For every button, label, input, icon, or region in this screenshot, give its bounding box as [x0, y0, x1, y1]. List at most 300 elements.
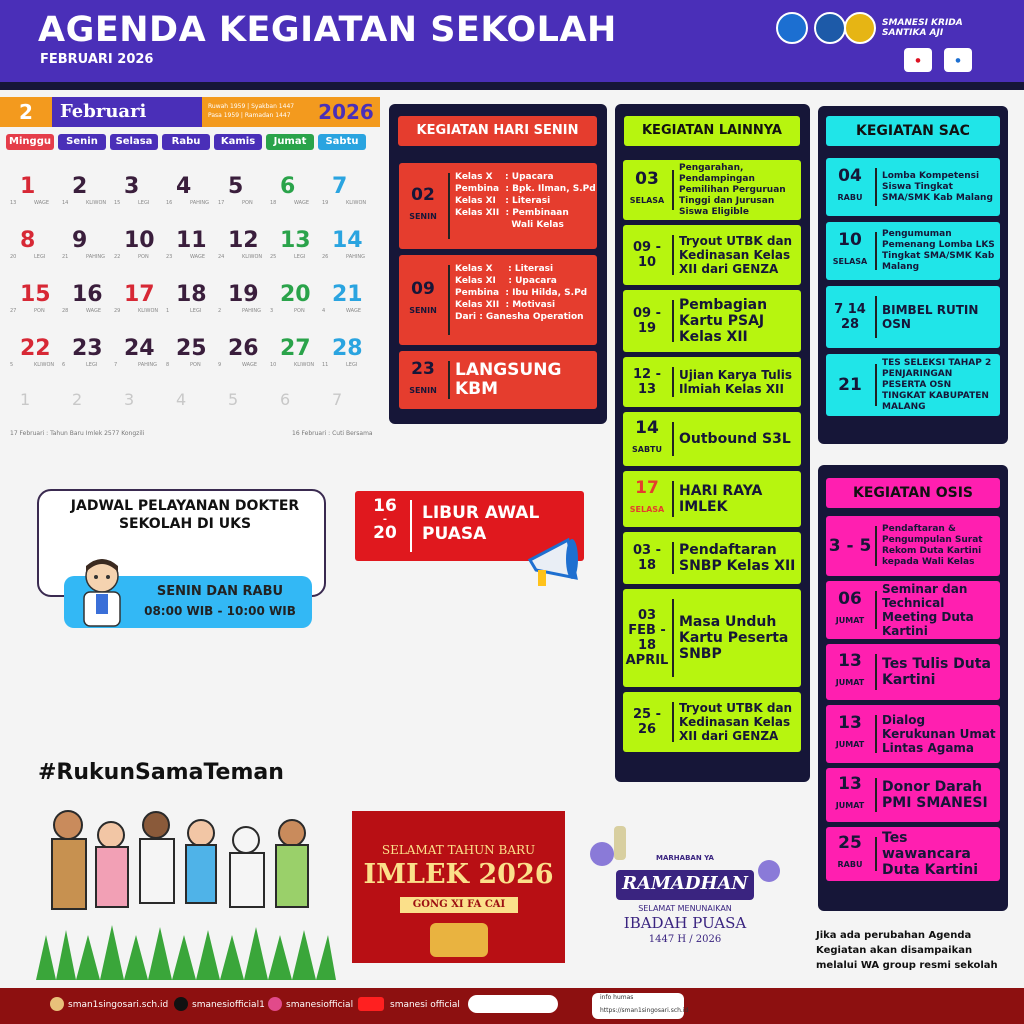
senin-card-text: [455, 255, 593, 345]
calendar-pasaran: LEGI: [294, 254, 306, 260]
lainnya-card-date-value: 12 - 13: [632, 367, 661, 397]
osis-card-text: [882, 644, 996, 700]
calendar-day[interactable]: [162, 386, 214, 438]
calendar-day-number: 5: [228, 174, 244, 199]
osis-card-day: JUMAT: [835, 801, 865, 810]
sac-card-text-value: Lomba Kompetensi Siswa Tingkat SMA/SMK Kab Malang: [882, 170, 993, 203]
calendar-day-number: 14: [332, 228, 363, 253]
calendar-day-number: 6: [280, 174, 296, 199]
calendar-day-number: 2: [0, 97, 52, 127]
lainnya-card-divider: [672, 599, 674, 677]
sponsor-logos: [468, 995, 558, 1013]
instagram-icon: [268, 997, 282, 1011]
lainnya-card: [623, 225, 801, 285]
osis-card-date: [826, 768, 874, 822]
senin-card-text: [455, 351, 593, 409]
calendar-day-number: 12: [228, 228, 259, 253]
header-strip: [0, 82, 1024, 90]
osis-card-date-value: 06: [838, 589, 862, 609]
calendar-meta: [202, 97, 312, 127]
senin-card-line: Kelas X : Literasi: [455, 264, 554, 274]
weekday-header: Senin: [58, 134, 106, 150]
lainnya-card-divider: [672, 367, 674, 397]
calendar-javanese-date: 19: [322, 200, 329, 206]
weekday-header: Kamis: [214, 134, 262, 150]
lainnya-card-text: [679, 357, 797, 407]
calendar-day[interactable]: [6, 170, 58, 222]
senin-card-line: Dari : Ganesha Operation: [455, 312, 584, 322]
calendar-day-number: 26: [228, 336, 259, 361]
calendar-pasaran: WAGE: [346, 308, 362, 314]
osis-card-divider: [875, 778, 877, 812]
osis-card-divider: [875, 526, 877, 566]
lainnya-card-text-value: Ujian Karya Tulis Ilmiah Kelas XII: [679, 368, 792, 396]
senin-card-line: Kelas X : Upacara: [455, 172, 554, 182]
calendar-day[interactable]: [58, 386, 110, 438]
calendar-month: Februari: [52, 97, 202, 127]
calendar-day-number: 10: [124, 228, 155, 253]
calendar-day[interactable]: [318, 170, 370, 222]
senin-card-divider: [448, 173, 450, 239]
osis-panel-title: KEGIATAN OSIS: [826, 478, 1000, 508]
lainnya-card-text-value: Pendaftaran SNBP Kelas XII: [679, 542, 796, 574]
calendar-javanese-date: 23: [166, 254, 173, 260]
calendar-day[interactable]: [162, 170, 214, 222]
calendar-day-number: 2: [72, 390, 83, 409]
osis-card-date: [826, 581, 874, 639]
calendar-javanese-date: 10: [270, 362, 277, 368]
change-note: Jika ada perubahan Agenda Kegiatan akan disampaikan melalui WA group resmi sekolah: [816, 930, 998, 971]
calendar-javanese-date: 14: [62, 200, 69, 206]
osis-card-text-value: Pendaftaran & Pengumpulan Surat Rekom Duta Kartini kepada Wali Kelas: [882, 524, 983, 567]
students-illustration-icon: [36, 795, 336, 980]
lainnya-card-divider: [672, 300, 674, 342]
lainnya-card-text: [679, 225, 797, 285]
calendar-javanese-date: 5: [10, 362, 14, 368]
lainnya-card-text: [679, 471, 797, 527]
calendar-day[interactable]: [214, 170, 266, 222]
lainnya-card-text-value: HARI RAYA IMLEK: [679, 483, 763, 515]
calendar-javanese-date: 28: [62, 308, 69, 314]
lainnya-card-text-value: Tryout UTBK dan Kedinasan Kelas XII dari GENZA: [679, 701, 793, 743]
osis-card: [826, 768, 1000, 822]
senin-card-date-value: 23: [411, 359, 435, 379]
sac-card-text-value: Pengumuman Pemenang Lomba LKS Tingkat SMA/SMK Kab Malang: [882, 229, 995, 272]
calendar-day[interactable]: [58, 170, 110, 222]
calendar-javanese-date: 11: [322, 362, 329, 368]
calendar-day-number: 15: [20, 282, 51, 307]
brand-text: SMANESI KRIDA SANTIKA AJI: [882, 18, 963, 38]
lainnya-card-date-value: 03: [635, 169, 659, 189]
senin-card-line: Kelas XII : Pembinaan: [455, 208, 569, 218]
imlek-subtitle: GONG XI FA CAI: [400, 897, 518, 913]
sac-card-date-value: 10: [838, 230, 862, 250]
calendar-day[interactable]: [214, 332, 266, 384]
osis-card-text: [882, 581, 996, 639]
senin-card-day: SENIN: [409, 386, 437, 395]
imlek-title: IMLEK 2026: [363, 859, 554, 890]
lainnya-card-day: SELASA: [629, 196, 665, 205]
calendar-day[interactable]: [162, 332, 214, 384]
lainnya-card-date: [623, 357, 671, 407]
osis-card-text: [882, 705, 996, 763]
calendar-day[interactable]: [266, 224, 318, 276]
calendar-footnote: 17 Februari : Tahun Baru Imlek 2577 Kongzili: [10, 430, 145, 437]
senin-card-date: [399, 255, 447, 345]
osis-card-day: JUMAT: [835, 616, 865, 625]
calendar-pasaran: KLIWON: [294, 362, 315, 368]
calendar-day-number: 1: [20, 174, 36, 199]
osis-card-text-value: Seminar dan Technical Meeting Duta Kartini: [882, 582, 974, 638]
weekday-header: Minggu: [6, 134, 54, 150]
calendar-day[interactable]: [6, 332, 58, 384]
osis-card-text: [882, 768, 996, 822]
sac-card-date: [826, 158, 874, 216]
osis-card-divider: [875, 837, 877, 871]
weekday-header: Sabtu: [318, 134, 366, 150]
lainnya-card-date-value: 09 - 10: [632, 240, 661, 270]
osis-card-text-value: Donor Darah PMI SMANESI: [882, 779, 988, 811]
osis-card-date: [826, 516, 874, 576]
lantern-icon: [614, 826, 626, 860]
sac-panel-title: KEGIATAN SAC: [826, 116, 1000, 146]
lainnya-card: [623, 160, 801, 220]
calendar-pasaran: LEGI: [34, 254, 46, 260]
calendar-day-number: 22: [20, 336, 51, 361]
senin-card: [399, 351, 597, 409]
lainnya-card: [623, 357, 801, 407]
senin-card-line: Kelas XI : Upacara: [455, 276, 557, 286]
calendar-pasaran: PON: [242, 200, 253, 206]
uks-days: SENIN DAN RABU: [156, 584, 284, 599]
lainnya-card-day: SELASA: [629, 505, 665, 514]
sekolah-logo-icon: ●: [904, 48, 932, 72]
calendar-day-number: 13: [280, 228, 311, 253]
osis-card-day: RABU: [837, 860, 863, 869]
sac-card-text: [882, 286, 996, 348]
osis-card-text-value: Tes wawancara Duta Kartini: [882, 830, 979, 878]
osis-card: [826, 705, 1000, 763]
osis-card-text: [882, 516, 996, 576]
imlek-greeting: SELAMAT TAHUN BARU: [381, 843, 536, 857]
osis-card-date: [826, 705, 874, 763]
sac-card: [826, 286, 1000, 348]
calendar-pasaran: KLIWON: [242, 254, 263, 260]
osis-card-date-value: 13: [838, 774, 862, 794]
lainnya-card-date: [623, 692, 671, 752]
sac-card-date: [826, 222, 874, 280]
calendar-day[interactable]: [214, 386, 266, 438]
calendar-meta-line: Pasa 1959 | Ramadan 1447: [208, 112, 291, 119]
calendar-day[interactable]: [318, 278, 370, 330]
footer-website[interactable]: sman1singosari.sch.id: [68, 1000, 169, 1010]
calendar-day[interactable]: [110, 224, 162, 276]
lainnya-card-date: [623, 589, 671, 687]
calendar-pasaran: PAHING: [138, 362, 157, 368]
calendar-day-number: 3: [124, 390, 135, 409]
lainnya-card: [623, 412, 801, 466]
lainnya-card-date-value: 03 FEB - 18 APRIL: [625, 608, 669, 668]
calendar-day-number: 9: [72, 228, 88, 253]
senin-card-line: Kelas XII : Motivasi: [455, 300, 556, 310]
calendar-day[interactable]: [6, 278, 58, 330]
senin-card-date: [399, 351, 447, 409]
calendar-day[interactable]: [318, 386, 370, 438]
lainnya-card-text-value: Tryout UTBK dan Kedinasan Kelas XII dari GENZA: [679, 234, 793, 276]
lainnya-card: [623, 471, 801, 527]
osis-card-date: [826, 644, 874, 700]
calendar-javanese-date: 1: [166, 308, 170, 314]
footer-tiktok[interactable]: smanesiofficial1: [192, 1000, 265, 1010]
lainnya-panel-title: KEGIATAN LAINNYA: [624, 116, 800, 146]
sac-card-divider: [875, 232, 877, 270]
calendar-day[interactable]: [110, 332, 162, 384]
flower-icon: [758, 860, 780, 882]
sac-card-divider: [875, 168, 877, 206]
tiktok-icon: [174, 997, 188, 1011]
calendar-day[interactable]: [162, 224, 214, 276]
calendar-javanese-date: 25: [270, 254, 277, 260]
calendar-pasaran: PON: [138, 254, 149, 260]
lainnya-card-date: [623, 532, 671, 584]
osis-card-date-value: 3 - 5: [828, 535, 872, 556]
calendar-pasaran: KLIWON: [138, 308, 159, 314]
lainnya-card-divider: [672, 542, 674, 574]
calendar-javanese-date: 3: [270, 308, 274, 314]
youtube-icon: [358, 997, 384, 1011]
calendar-pasaran: LEGI: [190, 308, 202, 314]
lainnya-card-date: [623, 412, 671, 466]
sac-card-divider: [875, 296, 877, 338]
calendar-day-number: 7: [332, 390, 343, 409]
lainnya-card-date-value: 17: [635, 478, 659, 498]
calendar-javanese-date: 20: [10, 254, 17, 260]
osis-card-date: [826, 827, 874, 881]
calendar-pasaran: PAHING: [242, 308, 261, 314]
calendar-day-number: 8: [20, 228, 36, 253]
footer-youtube[interactable]: smanesi official: [390, 1000, 460, 1010]
calendar-javanese-date: 26: [322, 254, 329, 260]
calendar-day[interactable]: [266, 332, 318, 384]
calendar-day-number: 4: [176, 174, 192, 199]
calendar-day[interactable]: [58, 278, 110, 330]
info-humas-url[interactable]: https://sman1singosari.sch.id: [600, 1007, 689, 1014]
calendar-day[interactable]: [58, 332, 110, 384]
lainnya-card: [623, 532, 801, 584]
calendar-day[interactable]: [58, 224, 110, 276]
lainnya-card-divider: [672, 235, 674, 275]
lainnya-card: [623, 290, 801, 352]
senin-card-line: Wali Kelas: [455, 220, 564, 230]
calendar-pasaran: PON: [190, 362, 201, 368]
senin-card-divider: [448, 265, 450, 335]
calendar-day[interactable]: [110, 170, 162, 222]
calendar-pasaran: PON: [34, 308, 45, 314]
osis-card-divider: [875, 654, 877, 690]
weekday-header: Jumat: [266, 134, 314, 150]
uks-title: JADWAL PELAYANAN DOKTER SEKOLAH DI UKS: [70, 498, 300, 532]
calendar-day[interactable]: [110, 278, 162, 330]
lainnya-card-date-value: 25 - 26: [632, 707, 661, 737]
calendar-javanese-date: 24: [218, 254, 225, 260]
osis-card-date-value: 13: [838, 713, 862, 733]
calendar-day-number: 27: [280, 336, 311, 361]
ramadan-greeting: MARHABAN YA: [656, 854, 714, 862]
calendar-day[interactable]: [318, 224, 370, 276]
calendar-day[interactable]: [110, 386, 162, 438]
ramadan-year: 1447 H / 2026: [648, 934, 722, 945]
hashtag-text: #RukunSamaTeman: [38, 760, 284, 785]
calendar-pasaran: LEGI: [86, 362, 98, 368]
weekday-header: Rabu: [162, 134, 210, 150]
calendar-javanese-date: 27: [10, 308, 17, 314]
lainnya-card-divider: [672, 422, 674, 456]
osis-card-divider: [875, 715, 877, 753]
lainnya-card-text: [679, 532, 797, 584]
calendar-day[interactable]: [6, 224, 58, 276]
calendar-pasaran: WAGE: [86, 308, 102, 314]
calendar-day-number: 16: [72, 282, 103, 307]
lainnya-card-divider: [672, 702, 674, 742]
calendar-javanese-date: 9: [218, 362, 222, 368]
gold-ingot-icon: [430, 923, 488, 957]
osis-card-text-value: Dialog Kerukunan Umat Lintas Agama: [882, 713, 996, 755]
sac-card-text-value: BIMBEL RUTIN OSN: [882, 303, 979, 331]
lainnya-card-text-value: Pembagian Kartu PSAJ Kelas XII: [679, 297, 768, 345]
calendar-javanese-date: 8: [166, 362, 170, 368]
sac-card: [826, 354, 1000, 416]
calendar-pasaran: PAHING: [346, 254, 365, 260]
lainnya-card-text: [679, 290, 797, 352]
footer-instagram[interactable]: smanesiofficial: [286, 1000, 354, 1010]
calendar-pasaran: WAGE: [190, 254, 206, 260]
globe-icon: [50, 997, 64, 1011]
osis-card: [826, 644, 1000, 700]
calendar-day-number: 2: [72, 174, 88, 199]
calendar-javanese-date: 16: [166, 200, 173, 206]
calendar-day[interactable]: [266, 278, 318, 330]
calendar-javanese-date: 2: [218, 308, 222, 314]
libur-divider: [410, 500, 412, 552]
lainnya-card-text-value: Pengarahan, Pendampingan Pemilihan Perguruan Tinggi dan Jurusan Siswa Eligible: [679, 162, 786, 217]
calendar-pasaran: PAHING: [86, 254, 105, 260]
ramadan-poster: [588, 826, 798, 956]
calendar-day-number: 7: [332, 174, 348, 199]
calendar-day-number: 20: [280, 282, 311, 307]
lainnya-card: [623, 692, 801, 752]
calendar-javanese-date: 21: [62, 254, 69, 260]
osis-card: [826, 827, 1000, 881]
calendar-pasaran: KLIWON: [86, 200, 107, 206]
libur-text: LIBUR AWAL PUASA: [422, 503, 540, 544]
calendar-pasaran: KLIWON: [34, 362, 55, 368]
osis-card-text-value: Tes Tulis Duta Kartini: [882, 656, 991, 688]
calendar-day[interactable]: [6, 386, 58, 438]
calendar-javanese-date: 13: [10, 200, 17, 206]
lainnya-card-divider: [672, 170, 674, 210]
megaphone-icon: [520, 530, 590, 592]
calendar-pasaran: WAGE: [34, 200, 50, 206]
senin-card-day: SENIN: [409, 212, 437, 221]
sac-card-day: RABU: [837, 193, 863, 202]
calendar-javanese-date: 18: [270, 200, 277, 206]
calendar-javanese-date: 4: [322, 308, 326, 314]
osis-card-divider: [875, 591, 877, 629]
calendar-javanese-date: 15: [114, 200, 121, 206]
senin-card-day: SENIN: [409, 306, 437, 315]
osis-card: [826, 516, 1000, 576]
sac-card-date-value: 7 14 28: [834, 302, 866, 332]
calendar-pasaran: PAHING: [190, 200, 209, 206]
senin-card-date-value: 02: [411, 185, 435, 205]
calendar-day-number: 28: [332, 336, 363, 361]
lainnya-card-text: [679, 412, 797, 466]
senin-card-date: [399, 163, 447, 249]
lainnya-card-text: [679, 589, 797, 687]
calendar-javanese-date: 7: [114, 362, 118, 368]
sac-card-date: [826, 286, 874, 348]
calendar-pasaran: WAGE: [294, 200, 310, 206]
osis-card: [826, 581, 1000, 639]
kemendikbud-logo-icon: [776, 12, 808, 44]
lainnya-card-text: [679, 692, 797, 752]
sac-card-date: [826, 354, 874, 416]
sac-card-divider: [875, 364, 877, 406]
calendar-day[interactable]: [318, 332, 370, 384]
senin-card-line: Pembina : Bpk. Ilman, S.Pd: [455, 184, 596, 194]
sac-card: [826, 158, 1000, 216]
lainnya-card-text-value: Masa Unduh Kartu Peserta SNBP: [679, 614, 789, 662]
jatim-logo-icon: [814, 12, 846, 44]
osis-card-day: JUMAT: [835, 678, 865, 687]
info-humas-label: info humas: [600, 994, 634, 1001]
calendar-javanese-date: 17: [218, 200, 225, 206]
calendar-day[interactable]: [266, 386, 318, 438]
calendar-pasaran: WAGE: [242, 362, 258, 368]
libur-date-end: 20: [373, 523, 397, 543]
osis-card-date-value: 25: [838, 833, 862, 853]
lainnya-card-date: [623, 290, 671, 352]
calendar-day-number: 4: [176, 390, 187, 409]
lainnya-card-date-value: 09 - 19: [632, 306, 661, 336]
calendar-pasaran: PON: [294, 308, 305, 314]
page-subtitle: FEBRUARI 2026: [40, 52, 154, 67]
weekday-header: Selasa: [110, 134, 158, 150]
osis-card-date-value: 13: [838, 651, 862, 671]
libur-date-start: 16: [373, 496, 397, 516]
calendar-day-number: 5: [228, 390, 239, 409]
calendar-day[interactable]: [162, 278, 214, 330]
calendar-pasaran: LEGI: [138, 200, 150, 206]
school-logo-icon: [844, 12, 876, 44]
sac-card-text: [882, 354, 996, 416]
sac-card-date-value: 04: [838, 166, 862, 186]
calendar-day-number: 23: [72, 336, 103, 361]
lainnya-card: [623, 589, 801, 687]
calendar-year: 2026: [312, 97, 380, 127]
sac-card-date-value: 21: [838, 374, 862, 395]
lainnya-card-text: [679, 160, 797, 220]
calendar-day[interactable]: [214, 224, 266, 276]
page-title: AGENDA KEGIATAN SEKOLAH: [38, 10, 617, 50]
sac-card-text: [882, 158, 996, 216]
lainnya-card-date: [623, 225, 671, 285]
ramadan-title: RAMADHAN: [622, 873, 748, 894]
calendar-day-number: 3: [124, 174, 140, 199]
calendar-day[interactable]: [266, 170, 318, 222]
calendar-day[interactable]: [214, 278, 266, 330]
ramadan-sub1: SELAMAT MENUNAIKAN: [638, 904, 732, 913]
